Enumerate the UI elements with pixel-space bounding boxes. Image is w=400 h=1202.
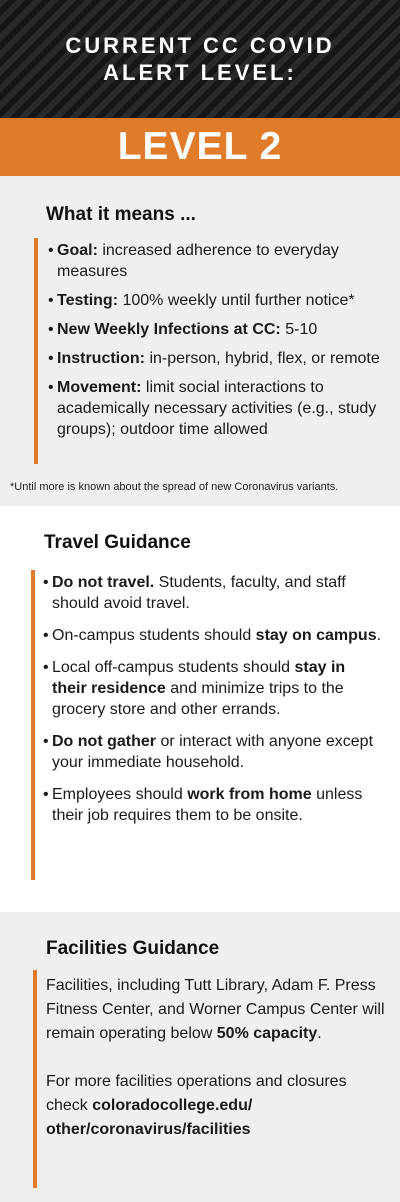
header-title [65,32,334,86]
footnote: *Until more is known about the spread of new Coronavirus variants. [10,481,339,493]
what-it-means-list [48,240,398,448]
what-it-means-section [0,176,400,506]
accent-bar [34,238,38,464]
facilities-text [46,974,386,1166]
list-item: • New Weekly Infections at CC: 5-10 [48,319,398,340]
accent-bar [33,970,37,1188]
list-item: • Employees should work from home unless their job requires them to be onsite. [43,784,383,826]
facilities-paragraph: Facilities, including Tutt Library, Adam F. Press Fitness Center, and Worner Campus Center will remain operating below 50% capacity. [46,977,385,1042]
facilities-link[interactable]: coloradocollege.edu/ other/coronavirus/facilities [46,1097,253,1138]
header-line-2: ALERT LEVEL: [103,60,297,85]
what-it-means-title: What it means ... [46,204,196,225]
facilities-guidance-title: Facilities Guidance [46,938,220,959]
accent-bar [31,570,35,880]
list-item: • Local off-campus students should stay in their residence and minimize trips to the grocery store and other errands. [43,657,383,720]
level-band [0,118,400,176]
travel-guidance-title: Travel Guidance [44,532,191,553]
list-item: • Do not gather or interact with anyone except your immediate household. [43,731,383,773]
travel-guidance-section [0,506,400,912]
header-banner [0,0,400,118]
list-item: • Movement: limit social interactions to academically necessary activities (e.g., study groups); outdoor time allowed [48,377,398,440]
list-item: • On-campus students should stay on campus. [43,625,383,646]
header-line-1: CURRENT CC COVID [65,33,335,58]
facilities-guidance-section [0,912,400,1202]
travel-guidance-list [43,572,383,837]
list-item: • Do not travel. Students, faculty, and staff should avoid travel. [43,572,383,614]
list-item: • Instruction: in-person, hybrid, flex, or remote [48,348,398,369]
facilities-link-paragraph: For more facilities operations and closures check coloradocollege.edu/ other/coronavirus/facilities [46,1073,347,1138]
list-item: • Goal: increased adherence to everyday measures [48,240,398,282]
list-item: • Testing: 100% weekly until further notice* [48,290,398,311]
alert-level: LEVEL 2 [117,125,283,168]
